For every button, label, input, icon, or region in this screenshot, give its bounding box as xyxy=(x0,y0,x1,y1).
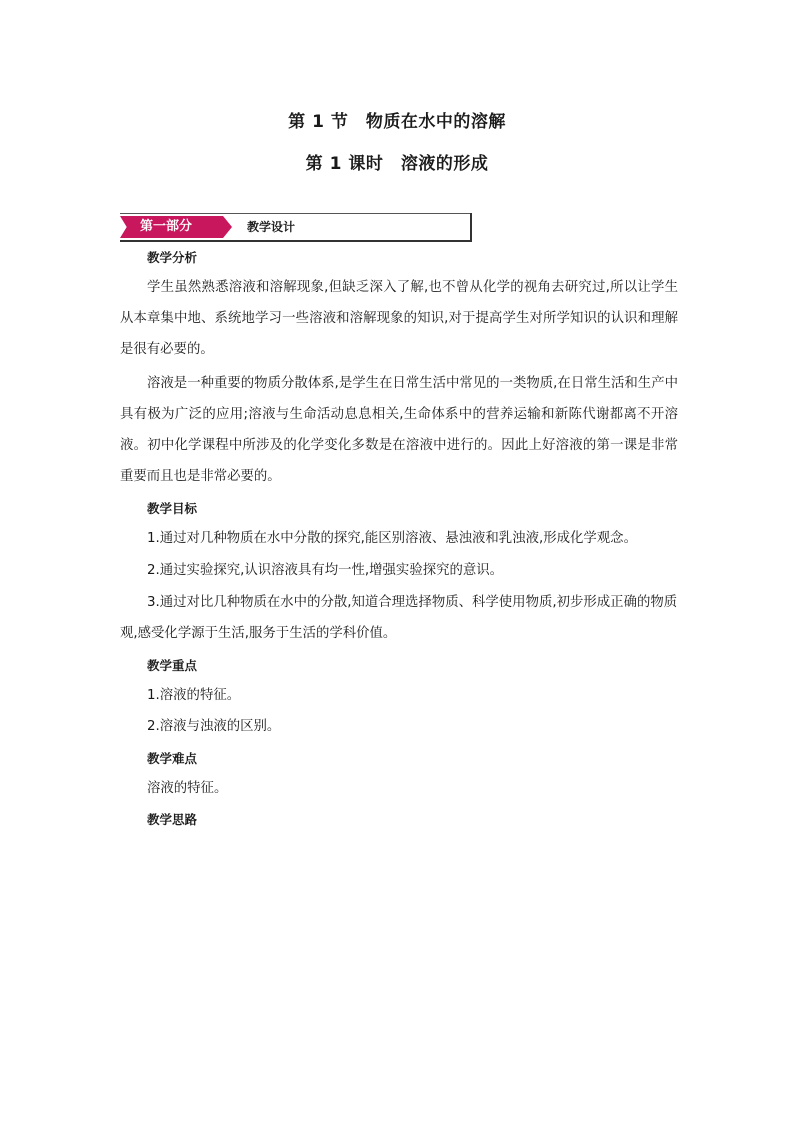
analysis-paragraph-2: 溶液是一种重要的物质分散体系,是学生在日常生活中常见的一类物质,在日常生活和生产中具有极为广泛的应用;溶液与生命活动息息相关,生命体系中的营养运输和新陈代谢都离不开溶液。初中化学课程中所涉及的化学变化多数是在溶液中进行的。因此上好溶液的第一课是非常重要而且也是非常必要的。 xyxy=(120,376,678,484)
section-banner xyxy=(120,213,472,241)
key-points-heading: 教学重点 xyxy=(147,658,198,673)
objectives-heading: 教学目标 xyxy=(147,501,198,516)
section-title: 第 1 节 物质在水中的溶解 xyxy=(288,112,506,132)
banner-right-rule xyxy=(470,213,472,242)
objective-item-2: 2.通过实验探究,认识溶液具有均一性,增强实验探究的意识。 xyxy=(147,563,504,578)
approach-heading: 教学思路 xyxy=(147,812,198,827)
difficulty-item-1: 溶液的特征。 xyxy=(147,781,228,796)
banner-bottom-rule xyxy=(120,240,472,242)
key-point-item-2: 2.溶液与浊液的区别。 xyxy=(147,719,281,734)
difficulties-heading: 教学难点 xyxy=(147,751,198,766)
part-tag-label: 第一部分 xyxy=(140,219,193,234)
analysis-paragraph-1: 学生虽然熟悉溶液和溶解现象,但缺乏深入了解,也不曾从化学的视角去研究过,所以让学生从本章集中地、系统地学习一些溶液和溶解现象的知识,对于提高学生对所学知识的认识和理解是很有必要的。 xyxy=(120,280,678,357)
lesson-title: 第 1 课时 溶液的形成 xyxy=(305,154,489,174)
objective-item-3: 3.通过对比几种物质在水中的分散,知道合理选择物质、科学使用物质,初步形成正确的物质观,感受化学源于生活,服务于生活的学科价值。 xyxy=(120,595,678,641)
banner-top-rule xyxy=(120,213,472,214)
key-point-item-1: 1.溶液的特征。 xyxy=(147,688,241,703)
banner-label: 教学设计 xyxy=(247,220,296,234)
analysis-heading: 教学分析 xyxy=(147,250,198,265)
objective-item-1: 1.通过对几种物质在水中分散的探究,能区别溶液、悬浊液和乳浊液,形成化学观念。 xyxy=(147,531,637,546)
